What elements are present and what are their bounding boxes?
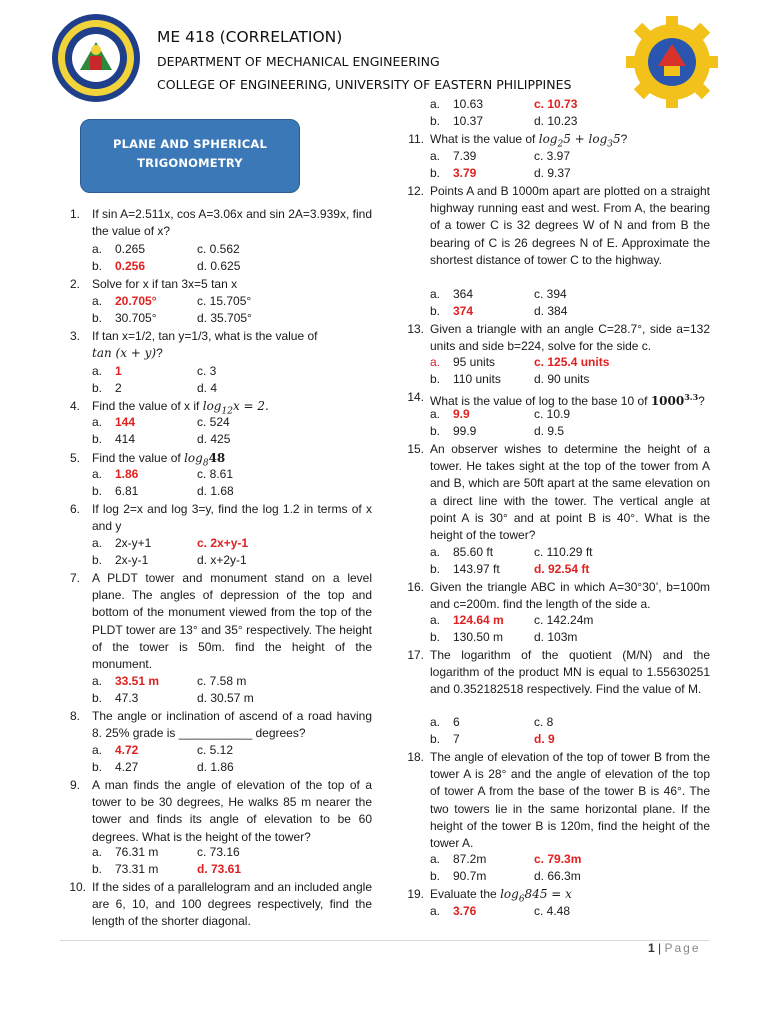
option-b: 99.9 <box>453 424 477 438</box>
option-b-label: b. <box>92 311 103 325</box>
option-b-label: b. <box>92 381 103 395</box>
option-a-answer: 33.51 m <box>115 674 160 688</box>
question-number: 15. <box>407 442 424 456</box>
option-d: d. 425 <box>197 432 231 446</box>
option-a-answer: 9.9 <box>453 407 470 421</box>
option-b: 47.3 <box>115 691 139 705</box>
option-b-label: b. <box>92 259 103 273</box>
question-text: The logarithm of the quotient (M/N) and the logarithm of the product MN is equal to 1.55630251 and 0.352182518 respectively. Find the value of M. <box>430 648 710 697</box>
question-number: 6. <box>69 502 80 516</box>
option-b: 7 <box>453 732 460 746</box>
option-a-label: a. <box>92 467 103 481</box>
math-subscript: 8 <box>202 458 209 469</box>
question-text: A man finds the angle of elevation of the top of a tower to be 30 degrees, He walks 85 m nearer the tower and finds its angle of elevation to be 60 degrees. What is the height of the tower? <box>92 778 372 844</box>
option-a-answer: 4.72 <box>115 743 139 757</box>
college-name: COLLEGE OF ENGINEERING, UNIVERSITY OF EASTERN PHILIPPINES <box>157 77 572 92</box>
option-d: d. 9.37 <box>534 166 571 180</box>
option-a: 10.63 <box>453 97 484 111</box>
option-c: c. 7.58 m <box>197 674 247 688</box>
option-c: c. 5.12 <box>197 743 234 757</box>
option-c: c. 8.61 <box>197 467 234 481</box>
question-text: Given the triangle ABC in which A=30°30’, b=100m and c=200m. find the length of the side a. <box>430 580 710 612</box>
option-a-label: a. <box>92 845 103 859</box>
option-d: d. x+2y-1 <box>197 553 247 567</box>
option-b: 2x-y-1 <box>115 553 149 567</box>
question-number: 5. <box>69 451 80 465</box>
option-c: c. 4.48 <box>534 904 571 918</box>
option-b-label: b. <box>430 372 441 386</box>
option-b-label: b. <box>92 760 103 774</box>
banner-line-2: TRIGONOMETRY <box>137 156 243 170</box>
option-a-label: a. <box>430 613 441 627</box>
math-log: log <box>202 399 222 413</box>
math-expression: 845 = x <box>524 887 572 901</box>
option-c: c. 8 <box>534 715 554 729</box>
topic-banner <box>80 119 300 193</box>
option-a-answer: 144 <box>115 415 136 429</box>
question-text: What is the value of <box>430 132 536 146</box>
option-d: d. 35.705° <box>197 311 252 325</box>
option-a-label: a. <box>92 415 103 429</box>
option-b-label: b. <box>430 304 441 318</box>
question-mark: ? <box>620 132 628 146</box>
question-number: 1. <box>69 207 80 221</box>
question-number: 12. <box>407 184 424 198</box>
option-b-answer: 374 <box>453 304 474 318</box>
option-c: c. 394 <box>534 287 567 301</box>
page-word: Page <box>664 941 701 955</box>
math-exponent: 3.3 <box>684 392 699 402</box>
question-text: Find the value of x if <box>92 399 200 413</box>
question-number: 3. <box>69 329 80 343</box>
page-footer <box>648 941 701 955</box>
engineering-gear-logo <box>624 14 720 110</box>
question-text: What is the value of log to the base 10 of <box>430 394 648 408</box>
question-number: 14. <box>407 390 424 404</box>
option-c: c. 3.97 <box>534 149 571 163</box>
option-c-answer: c. 2x+y-1 <box>197 536 249 550</box>
question-text: A PLDT tower and monument stand on a level plane. The angles of depression of the top and bottom of the monument viewed from the top of the PLDT tower are 13° and 35° respectively. The height of the tower is 50m. find the height of the monument. <box>92 571 372 672</box>
question-number: 19. <box>407 887 424 901</box>
option-a-label: a. <box>430 715 441 729</box>
option-a: 0.265 <box>115 242 146 256</box>
option-d: d. 0.625 <box>197 259 241 273</box>
question-number: 17. <box>407 648 424 662</box>
option-a: 87.2m <box>453 852 487 866</box>
page-number: 1 <box>648 941 655 955</box>
option-a-label: a. <box>92 364 103 378</box>
course-title: ME 418 (CORRELATION) <box>157 28 343 46</box>
option-b-label: b. <box>430 869 441 883</box>
math-expression: 5 <box>613 132 621 146</box>
option-a-label: a. <box>92 674 103 688</box>
option-c: c. 73.16 <box>197 845 240 859</box>
question-text: An observer wishes to determine the height of a tower. He takes sight at the top of the tower from A and B, which are 50ft apart at the same elevation on a direct line with the tower. The vertical angle at point A is 30° and at point B is 40°. What is the height of the tower? <box>430 442 710 543</box>
option-c: c. 3 <box>197 364 217 378</box>
option-c: c. 10.9 <box>534 407 571 421</box>
option-b: 30.705° <box>115 311 157 325</box>
university-seal-logo <box>50 12 142 104</box>
math-base: 1000 <box>650 394 685 408</box>
question-number: 18. <box>407 750 424 764</box>
option-a-label: a. <box>430 97 441 111</box>
question-text: Points A and B 1000m apart are plotted on a straight highway running east and west. From A, the bearing of a tower C is 32 degrees W of N and from B the bearing of C is 26 degrees N of E. Approximate the shortest distance of tower C to the highway. <box>430 184 710 267</box>
option-a-label: a. <box>430 904 441 918</box>
option-d-answer: d. 73.61 <box>197 862 242 876</box>
math-subscript: 2 <box>557 139 564 150</box>
option-a-label: a. <box>430 407 441 421</box>
option-b: 6.81 <box>115 484 139 498</box>
option-b-label: b. <box>92 691 103 705</box>
option-b-label: b. <box>92 862 103 876</box>
question-text: If the sides of a parallelogram and an included angle are 6, 10, and 100 degrees respectively, find the length of the shorter diagonal. <box>92 880 372 929</box>
option-b: 143.97 ft <box>453 562 500 576</box>
question-text: If log 2=x and log 3=y, find the log 1.2 in terms of x and y <box>92 502 372 534</box>
question-number: 4. <box>69 399 80 413</box>
question-number: 16. <box>407 580 424 594</box>
question-number: 11. <box>408 132 424 146</box>
option-b-label: b. <box>430 424 441 438</box>
option-d: d. 30.57 m <box>197 691 254 705</box>
option-a: 6 <box>453 715 460 729</box>
question-number: 10. <box>69 880 86 894</box>
option-a-label: a. <box>430 852 441 866</box>
question-text: If sin A=2.511x, cos A=3.06x and sin 2A=3.939x, find the value of x? <box>92 207 372 239</box>
question-number: 7. <box>69 571 80 585</box>
option-d: d. 66.3m <box>534 869 581 883</box>
option-d: d. 1.86 <box>197 760 234 774</box>
option-c: c. 110.29 ft <box>534 545 593 559</box>
option-b: 4.27 <box>115 760 139 774</box>
math-expression: x = 2. <box>232 399 269 413</box>
option-c: c. 524 <box>197 415 230 429</box>
option-b-answer: 0.256 <box>115 259 146 273</box>
option-a: 7.39 <box>453 149 477 163</box>
option-d: d. 384 <box>534 304 568 318</box>
option-a: 364 <box>453 287 474 301</box>
question-number: 2. <box>69 277 80 291</box>
option-d: d. 4 <box>197 381 218 395</box>
question-text: If tan x=1/2, tan y=1/3, what is the value of <box>92 329 318 343</box>
option-b-answer: 3.79 <box>453 166 477 180</box>
option-a: 95 units <box>453 355 496 369</box>
question-text: Solve for x if tan 3x=5 tan x <box>92 277 238 291</box>
option-b: 130.50 m <box>453 630 504 644</box>
option-a-label: a. <box>430 355 441 369</box>
option-a-label: a. <box>92 242 103 256</box>
math-log: log <box>538 132 558 146</box>
option-a: 76.31 m <box>115 845 159 859</box>
math-subscript: 6 <box>518 894 525 905</box>
option-b: 414 <box>115 432 136 446</box>
question-mark: ? <box>156 346 163 361</box>
option-a-answer: 1 <box>115 364 122 378</box>
option-c: c. 0.562 <box>197 242 240 256</box>
banner-line-1: PLANE AND SPHERICAL <box>112 137 267 151</box>
option-a-label: a. <box>430 149 441 163</box>
question-text: The angle of elevation of the top of tower B from the tower A is 28° and the angle of elevation of the top of tower A from the base of the tower B is 46°. The two towers lie in the same horizontal plane. If the height of the tower B is 120m, find the height of the tower A. <box>430 750 710 851</box>
option-b: 10.37 <box>453 114 484 128</box>
option-b-label: b. <box>92 553 103 567</box>
option-a-answer: 20.705° <box>115 294 157 308</box>
question-number: 13. <box>407 322 424 336</box>
option-a-label: a. <box>92 743 103 757</box>
option-d-answer: d. 9 <box>534 732 555 746</box>
option-c-answer: c. 10.73 <box>534 97 578 111</box>
math-expression: 48 <box>208 451 226 465</box>
option-a: 2x-y+1 <box>115 536 152 550</box>
option-b-label: b. <box>92 432 103 446</box>
option-a-label: a. <box>430 545 441 559</box>
option-a-answer: 3.76 <box>453 904 477 918</box>
option-a-label: a. <box>430 287 441 301</box>
option-d: d. 9.5 <box>534 424 565 438</box>
footer-divider <box>60 940 710 941</box>
question-text: Find the value of <box>92 451 181 465</box>
math-log: log <box>184 451 203 465</box>
option-d: d. 103m <box>534 630 578 644</box>
option-b: 2 <box>115 381 122 395</box>
option-b-label: b. <box>430 114 441 128</box>
math-subscript: 3 <box>607 139 614 150</box>
option-a-label: a. <box>92 294 103 308</box>
option-a: 85.60 ft <box>453 545 494 559</box>
math-expression: 5 + log <box>563 132 608 146</box>
option-a-answer: 124.64 m <box>453 613 504 627</box>
option-c: c. 15.705° <box>197 294 252 308</box>
department-name: DEPARTMENT OF MECHANICAL ENGINEERING <box>157 54 440 69</box>
option-c: c. 142.24m <box>534 613 594 627</box>
option-a-answer: 1.86 <box>115 467 139 481</box>
question-mark: ? <box>698 394 705 408</box>
math-log: log <box>500 887 519 901</box>
math-subscript: 12 <box>221 406 233 417</box>
option-b-label: b. <box>430 630 441 644</box>
question-text: Given a triangle with an angle C=28.7°, side a=132 units and side b=224, solve for the side c. <box>430 322 710 354</box>
math-expression: tan (x + y) <box>92 346 157 361</box>
option-b: 73.31 m <box>115 862 159 876</box>
option-b: 90.7m <box>453 869 487 883</box>
option-b-label: b. <box>92 484 103 498</box>
option-b-label: b. <box>430 732 441 746</box>
option-b-label: b. <box>430 166 441 180</box>
question-text: Evaluate the <box>430 887 497 901</box>
option-d-answer: d. 92.54 ft <box>534 562 590 576</box>
option-c-answer: c. 79.3m <box>534 852 582 866</box>
option-d: d. 10.23 <box>534 114 578 128</box>
option-b: 110 units <box>453 372 501 386</box>
question-number: 8. <box>69 709 80 723</box>
option-a-label: a. <box>92 536 103 550</box>
page-separator: | <box>658 941 662 955</box>
option-d: d. 1.68 <box>197 484 234 498</box>
option-d: d. 90 units <box>534 372 590 386</box>
option-c-answer: c. 125.4 units <box>534 355 610 369</box>
question-text: The angle or inclination of ascend of a road having 8. 25% grade is ___________ degrees? <box>92 709 372 741</box>
question-number: 9. <box>69 778 80 792</box>
option-b-label: b. <box>430 562 441 576</box>
